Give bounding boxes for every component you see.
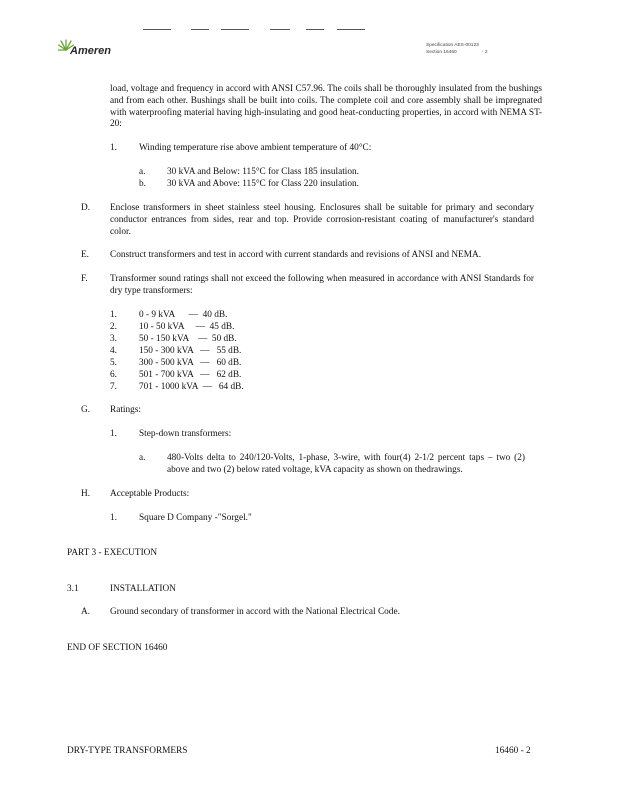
- header-rule: [221, 29, 249, 30]
- footer-page-number: 16460 - 2: [495, 746, 531, 756]
- sound-rating-item: 10 - 50 kVA — 45 dB.: [139, 322, 235, 332]
- header-rule: [143, 29, 171, 30]
- sound-rating-item: 701 - 1000 kVA — 64 dB.: [139, 382, 244, 392]
- section-text: Ground secondary of transformer in accord with the National Electrical Code.: [110, 607, 400, 617]
- section-letter: E.: [81, 250, 90, 260]
- list-letter: b.: [139, 179, 146, 189]
- section-letter: A.: [81, 607, 91, 617]
- spec-page: - 2: [482, 50, 488, 55]
- end-of-section: END OF SECTION 16460: [67, 643, 168, 653]
- list-number: 2.: [110, 322, 117, 332]
- subsection-number: 3.1: [67, 584, 79, 594]
- subsection-heading: INSTALLATION: [110, 584, 176, 594]
- list-number: 6.: [110, 370, 117, 380]
- list-item-text: Square D Company -"Sorgel.": [139, 513, 252, 523]
- logo-wordmark: Ameren: [70, 45, 111, 57]
- list-number: 1.: [110, 429, 117, 439]
- spec-section: Section 16460: [426, 50, 457, 55]
- section-letter: D.: [81, 203, 91, 213]
- section-letter: F.: [81, 274, 88, 284]
- sound-rating-item: 0 - 9 kVA — 40 dB.: [139, 310, 228, 320]
- section-text: Construct transformers and test in accord with current standards and revisions of ANSI and NEMA.: [110, 250, 482, 260]
- header-rule: [337, 29, 365, 30]
- sound-rating-item: 50 - 150 kVA — 50 dB.: [139, 334, 237, 344]
- list-item-text: 30 kVA and Above: 115°C for Class 220 insulation.: [167, 179, 359, 189]
- sound-rating-item: 501 - 700 kVA — 62 dB.: [139, 370, 242, 380]
- intro-paragraph: load, voltage and frequency in accord with ANSI C57.96. The coils shall be thoroughly insulated from the bushings and from each other. Bushings shall be built into coils. The complete coil and core assembly shall be impregnated with waterproofing material having high-insulating and good heat-conducting properties, in accord with NEMA ST-20:: [110, 84, 542, 130]
- part-heading: PART 3 - EXECUTION: [67, 548, 158, 558]
- section-text: Enclose transformers in sheet stainless steel housing. Enclosures shall be suitable for primary and secondary conductor entrances from sides, rear and top. Provide corrosion-resistant coating of manufacturer's standard color.: [110, 203, 534, 237]
- footer-title: DRY-TYPE TRANSFORMERS: [67, 746, 188, 756]
- section-text: Acceptable Products:: [110, 489, 190, 499]
- header-rule: [191, 29, 209, 30]
- list-number: 5.: [110, 358, 117, 368]
- spec-number: Specification AES-00123: [426, 43, 479, 48]
- header-rule: [270, 29, 290, 30]
- list-number: 1.: [110, 310, 117, 320]
- list-number: 1.: [110, 143, 117, 153]
- list-number: 4.: [110, 346, 117, 356]
- sound-rating-item: 150 - 300 kVA — 55 dB.: [139, 346, 242, 356]
- section-text: Transformer sound ratings shall not exceed the following when measured in accordance with ANSI Standards for dry type transformers:: [110, 274, 534, 296]
- list-letter: a.: [139, 453, 146, 463]
- list-item-text: Winding temperature rise above ambient temperature of 40°C:: [139, 143, 372, 153]
- list-item-text: Step-down transformers:: [139, 429, 232, 439]
- section-text: Ratings:: [110, 405, 141, 415]
- list-number: 1.: [110, 513, 117, 523]
- list-number: 7.: [110, 382, 117, 392]
- list-item-text: 480-Volts delta to 240/120-Volts, 1-phase, 3-wire, with four(4) 2-1/2 percent taps – two (2) above and two (2) below rated voltage, kVA capacity as shown on thedrawings.: [167, 453, 525, 475]
- section-letter: H.: [81, 489, 91, 499]
- list-letter: a.: [139, 167, 146, 177]
- sound-rating-item: 300 - 500 kVA — 60 dB.: [139, 358, 242, 368]
- section-letter: G.: [81, 405, 91, 415]
- list-item-text: 30 kVA and Below: 115°C for Class 185 insulation.: [167, 167, 359, 177]
- list-number: 3.: [110, 334, 117, 344]
- header-rule: [306, 29, 324, 30]
